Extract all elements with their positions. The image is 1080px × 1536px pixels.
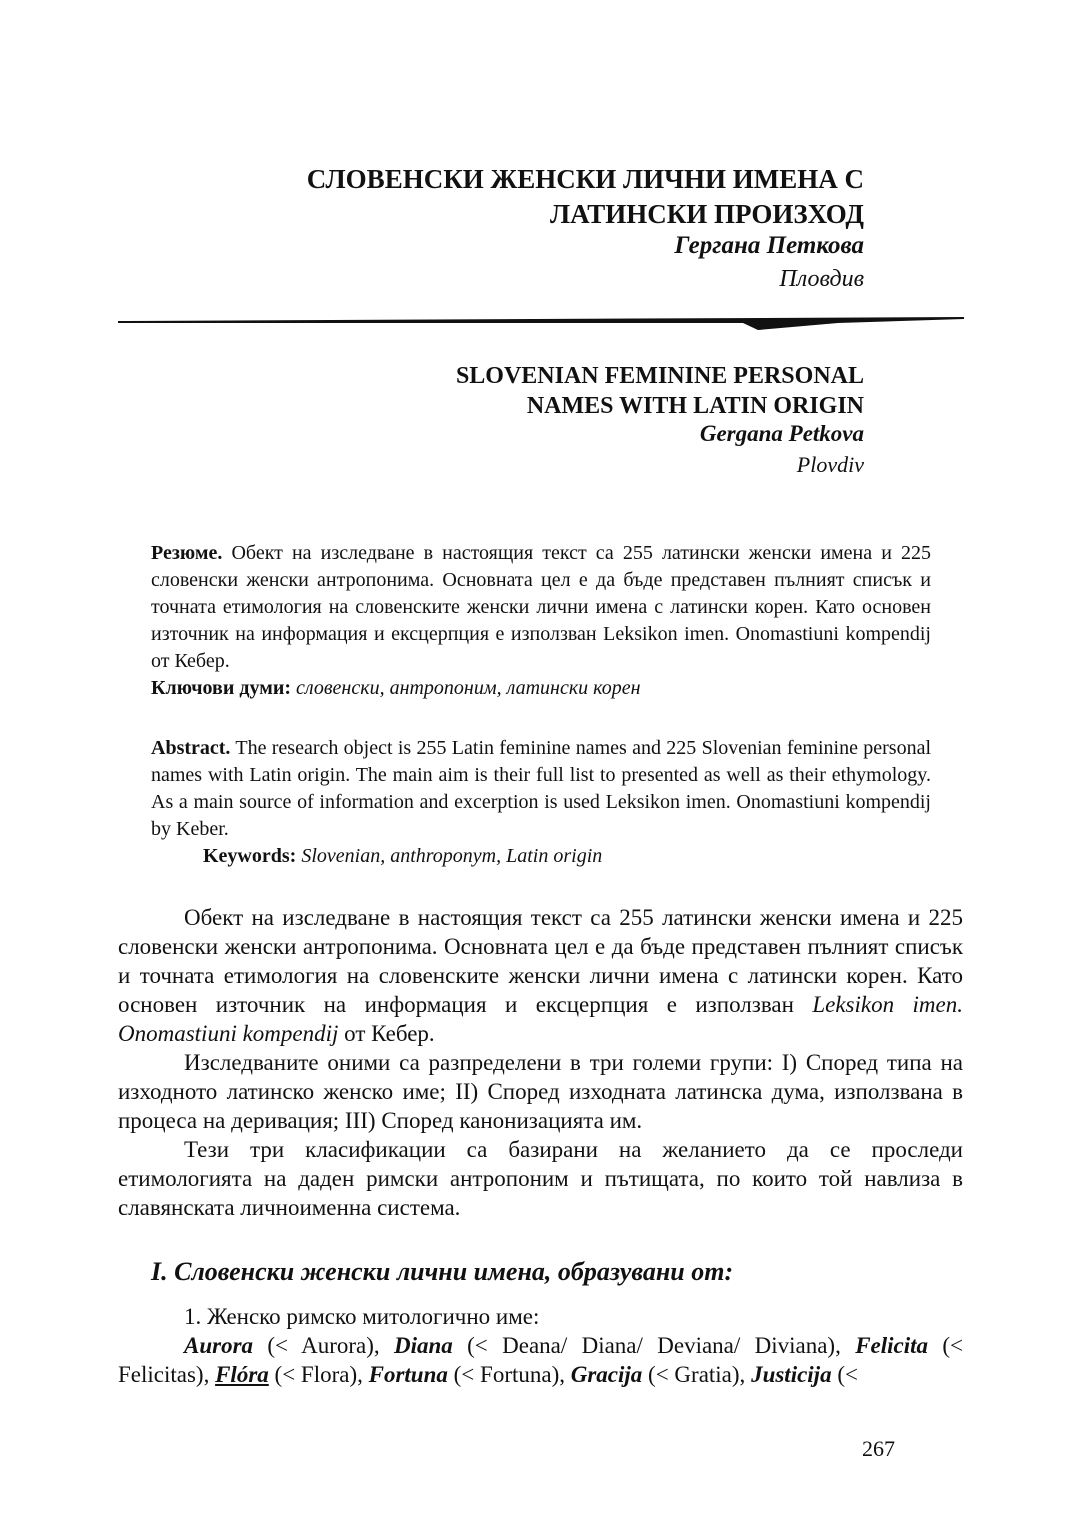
abstract-en-text (151, 735, 931, 843)
name-felicita: Felicita (855, 1333, 929, 1358)
title-divider (118, 312, 964, 334)
keywords-bg (151, 675, 931, 702)
keywords-en (151, 843, 931, 870)
body-paragraph-1 (118, 903, 963, 1048)
summary-bg-body: Обект на изследване в настоящия текст са 255 латински женски имена и 225 словенски женски антропонима. Основната цел е да бъде представен пълният списък и точната етимология на словенските женски лични имена с латински корен. Като основен източник на информация и ексцерпция е използван Leksikon imen. Onomastiuni kompendij от Кебер. (151, 542, 931, 672)
origin-felicita: (< Felicitas), (118, 1333, 963, 1387)
title-bg-line-1: СЛОВЕНСКИ ЖЕНСКИ ЛИЧНИ ИМЕНА С (306, 164, 864, 194)
body-paragraph-1-end: от Кебер. (338, 1021, 435, 1046)
origin-justicija: (< (831, 1362, 858, 1387)
keywords-en-list: Slovenian, anthroponym, Latin origin (296, 845, 603, 867)
summary-bg (151, 540, 931, 702)
origin-fortuna: (< Fortuna), (447, 1362, 571, 1387)
name-aurora: Aurora (184, 1333, 254, 1358)
english-title (164, 361, 864, 421)
keywords-bg-label: Ключови думи: (151, 677, 292, 699)
name-diana: Diana (394, 1333, 453, 1358)
keywords-en-label: Keywords: (203, 845, 297, 867)
page-number: 267 (862, 1436, 895, 1461)
summary-bg-label: Резюме. (151, 542, 223, 564)
author-name-bg: Гергана Петкова (674, 232, 864, 259)
keywords-bg-list: словенски, антропоним, латински корен (291, 677, 641, 699)
origin-flora: (< Flora), (268, 1362, 369, 1387)
abstract-en-body: The research object is 255 Latin feminine names and 225 Slovenian feminine personal names with Latin origin. The main aim is their full list to presented as well as their ethymology. As a main source of information and excerption is used Leksikon imen. Onomastiuni kompendij by Keber. (151, 737, 931, 840)
section-heading: I. Словенски женски лични имена, образувани от: (151, 1257, 734, 1286)
abstract-en-label: Abstract. (151, 737, 231, 759)
summary-bg-text (151, 540, 931, 675)
section-content (118, 1302, 963, 1389)
name-justicija: Justicija (751, 1362, 832, 1387)
title-bg-line-2: ЛАТИНСКИ ПРОИЗХОД (549, 199, 864, 229)
page-title (64, 162, 864, 232)
name-gracija: Gracija (570, 1362, 643, 1387)
body-paragraph-1-text: Обект на изследване в настоящия текст са 255 латински женски имена и 225 словенски женски антропонима. Основната цел е да бъде представен пълният списък и точната етимология на словенските женски лични имена с латински корен. Като основен източник на информация и ексцерпция е използван (118, 905, 963, 1017)
section-item-1: 1. Женско римско митологично име: (184, 1304, 540, 1329)
author-name-en: Gergana Petkova (699, 421, 864, 446)
title-en-line-1: SLOVENIAN FEMININE PERSONAL (455, 363, 864, 389)
body-paragraph-2: Изследваните оними са разпределени в три големи групи: I) Според типа на изходното латинско женско име; II) Според изходната латинска дума, използвана в процеса на деривация; III) Според канонизацията им. (118, 1050, 963, 1133)
body-paragraph-3: Тези три класификации са базирани на желанието да се проследи етимологията на даден римски антропоним и пътищата, по които той навлиза в славянската личноименна система. (118, 1137, 963, 1220)
title-en-line-2: NAMES WITH LATIN ORIGIN (526, 393, 864, 419)
body-text (118, 903, 963, 1222)
abstract-en (151, 735, 931, 870)
origin-aurora: (< Aurora), (253, 1333, 394, 1358)
name-flora: Flóra (215, 1362, 269, 1387)
names-list (118, 1331, 963, 1389)
source-title: Leksikon imen. Onomastiuni kompendij (118, 992, 963, 1046)
author-city-en: Plovdiv (796, 452, 864, 477)
author-city-bg: Пловдив (779, 266, 864, 292)
origin-diana: (< Deana/ Diana/ Deviana/ Diviana), (452, 1333, 856, 1358)
origin-gracija: (< Gratia), (642, 1362, 752, 1387)
name-fortuna: Fortuna (368, 1362, 448, 1387)
